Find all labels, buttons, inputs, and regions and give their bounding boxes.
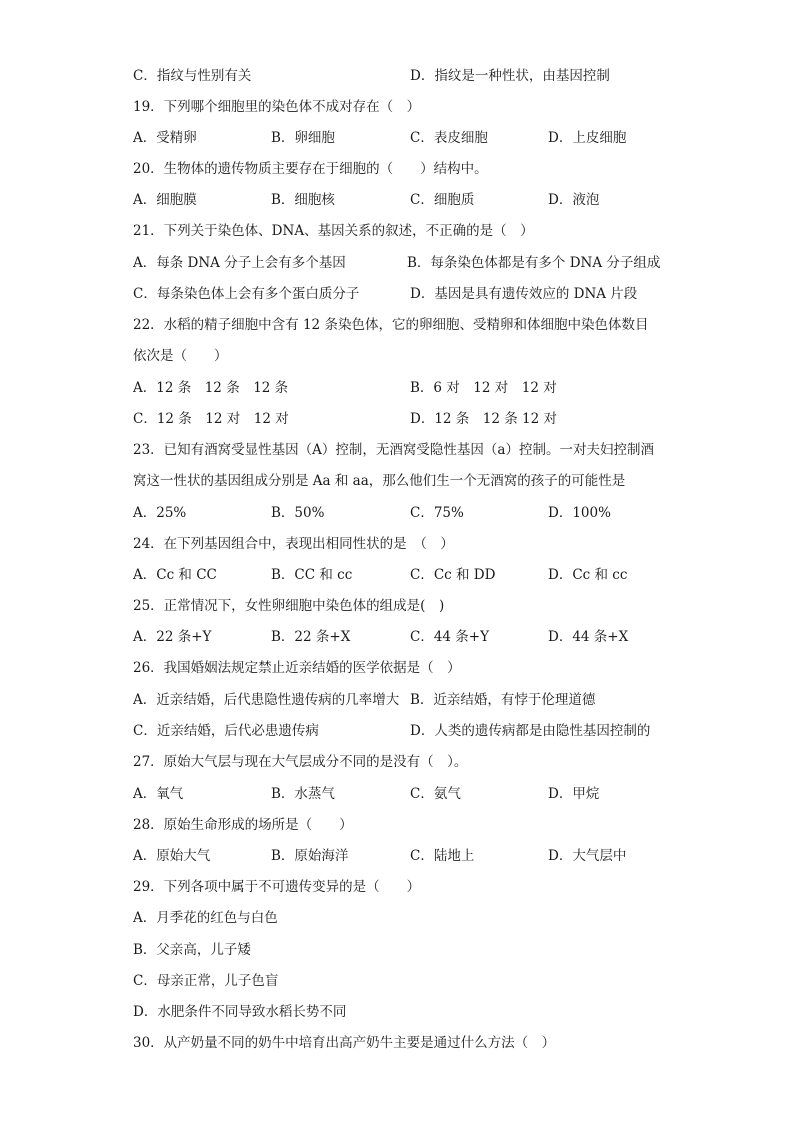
question-22 — [0, 313, 794, 337]
question-text: 27．原始大气层与现在大气层成分不同的是没有（ ）。 — [133, 754, 468, 770]
question-24 — [0, 532, 794, 556]
option-d — [0, 1000, 794, 1024]
option-c: C．12 条 12 对 12 对 — [133, 411, 289, 427]
option-row — [0, 844, 794, 868]
option-a: A．近亲结婚，后代患隐性遗传病的几率增大 — [133, 692, 400, 708]
option-row — [0, 64, 794, 88]
option-a: A．氧气 — [133, 786, 184, 802]
question-text: 窝这一性状的基因组成分别是 Aa 和 aa，那么他们生一个无酒窝的孩子的可能性是 — [133, 473, 626, 489]
option-c: C．细胞质 — [410, 192, 475, 208]
question-23 — [0, 438, 794, 462]
option-b: B．CC 和 cc — [271, 567, 353, 583]
option-row — [0, 376, 794, 400]
question-23-cont — [0, 469, 794, 493]
question-29 — [0, 875, 794, 899]
option-c: C．氨气 — [410, 786, 461, 802]
option-text: A．月季花的红色与白色 — [133, 910, 278, 926]
question-22-cont — [0, 344, 794, 368]
option-b: B．22 条+X — [271, 629, 351, 645]
question-27 — [0, 750, 794, 774]
question-text: 23．已知有酒窝受显性基因（A）控制，无酒窝受隐性基因（a）控制。一对夫妇控制酒 — [133, 442, 654, 458]
question-text: 25．正常情况下，女性卵细胞中染色体的组成是( ) — [133, 598, 445, 614]
option-a: A．原始大气 — [133, 848, 211, 864]
question-20 — [0, 157, 794, 181]
option-d: D．大气层中 — [548, 848, 627, 864]
option-d: D．44 条+X — [548, 629, 629, 645]
option-a — [0, 906, 794, 930]
option-b: B．每条染色体都是有多个 DNA 分子组成 — [407, 255, 661, 271]
option-b: B．细胞核 — [271, 192, 335, 208]
option-a: A．Cc 和 CC — [133, 567, 217, 583]
question-text: 19．下列哪个细胞里的染色体不成对存在（ ） — [133, 99, 421, 115]
option-b: B．卵细胞 — [271, 130, 335, 146]
question-text: 22．水稻的精子细胞中含有 12 条染色体，它的卵细胞、受精卵和体细胞中染色体数目 — [133, 317, 649, 333]
option-d: D．基因是具有遗传效应的 DNA 片段 — [410, 286, 638, 302]
option-d: D．上皮细胞 — [548, 130, 627, 146]
option-c: C．指纹与性别有关 — [133, 68, 252, 84]
option-b: B．水蒸气 — [271, 786, 335, 802]
option-d: D．100% — [548, 505, 611, 521]
option-b — [0, 938, 794, 962]
question-text: 26．我国婚姻法规定禁止近亲结婚的医学依据是（ ） — [133, 660, 461, 676]
option-a: A．25% — [133, 505, 187, 521]
option-row — [0, 188, 794, 212]
question-text: 29．下列各项中属于不可遗传变异的是（ ） — [133, 879, 421, 895]
question-19 — [0, 95, 794, 119]
option-row — [0, 625, 794, 649]
option-a: A．12 条 12 条 12 条 — [133, 380, 289, 396]
option-b: B．50% — [271, 505, 325, 521]
option-d: D．液泡 — [548, 192, 600, 208]
option-c: C．陆地上 — [410, 848, 475, 864]
option-row — [0, 563, 794, 587]
question-text: 20．生物体的遗传物质主要存在于细胞的（ ）结构中。 — [133, 161, 488, 177]
option-text: B．父亲高，儿子矮 — [133, 942, 251, 958]
option-b: B．原始海洋 — [271, 848, 349, 864]
option-d: D．Cc 和 cc — [548, 567, 628, 583]
option-a: A．受精卵 — [133, 130, 197, 146]
option-row — [0, 126, 794, 150]
option-c: C．近亲结婚，后代必患遗传病 — [133, 723, 319, 739]
question-text: 28．原始生命形成的场所是（ ） — [133, 817, 353, 833]
option-row — [0, 782, 794, 806]
option-c — [0, 969, 794, 993]
option-text: D．水肥条件不同导致水稻长势不同 — [133, 1004, 347, 1020]
option-row — [0, 251, 794, 275]
option-d: D．12 条 12 条 12 对 — [410, 411, 558, 427]
option-d: D．人类的遗传病都是由隐性基因控制的 — [410, 723, 651, 739]
option-c: C．Cc 和 DD — [410, 567, 496, 583]
option-text: C．母亲正常，儿子色盲 — [133, 973, 279, 989]
option-row — [0, 282, 794, 306]
question-30 — [0, 1031, 794, 1055]
question-text: 30．从产奶量不同的奶牛中培育出高产奶牛主要是通过什么方法（ ） — [133, 1035, 556, 1051]
option-b: B．6 对 12 对 12 对 — [410, 380, 557, 396]
option-a: A．22 条+Y — [133, 629, 212, 645]
option-row — [0, 501, 794, 525]
question-text: 21．下列关于染色体、DNA、基因关系的叙述，不正确的是（ ） — [133, 223, 534, 239]
question-25 — [0, 594, 794, 618]
option-d: D．指纹是一种性状，由基因控制 — [410, 68, 610, 84]
option-d: D．甲烷 — [548, 786, 600, 802]
option-c: C．每条染色体上会有多个蛋白质分子 — [133, 286, 360, 302]
option-row — [0, 688, 794, 712]
question-text: 依次是（ ） — [133, 348, 228, 364]
option-c: C．表皮细胞 — [410, 130, 488, 146]
question-21 — [0, 219, 794, 243]
question-28 — [0, 813, 794, 837]
option-c: C．44 条+Y — [410, 629, 490, 645]
question-26 — [0, 656, 794, 680]
option-row — [0, 719, 794, 743]
option-a: A．每条 DNA 分子上会有多个基因 — [133, 255, 346, 271]
option-a: A．细胞膜 — [133, 192, 197, 208]
option-row — [0, 407, 794, 431]
question-text: 24．在下列基因组合中，表现出相同性状的是 （ ） — [133, 536, 454, 552]
option-b: B．近亲结婚，有悖于伦理道德 — [410, 692, 596, 708]
option-c: C．75% — [410, 505, 464, 521]
